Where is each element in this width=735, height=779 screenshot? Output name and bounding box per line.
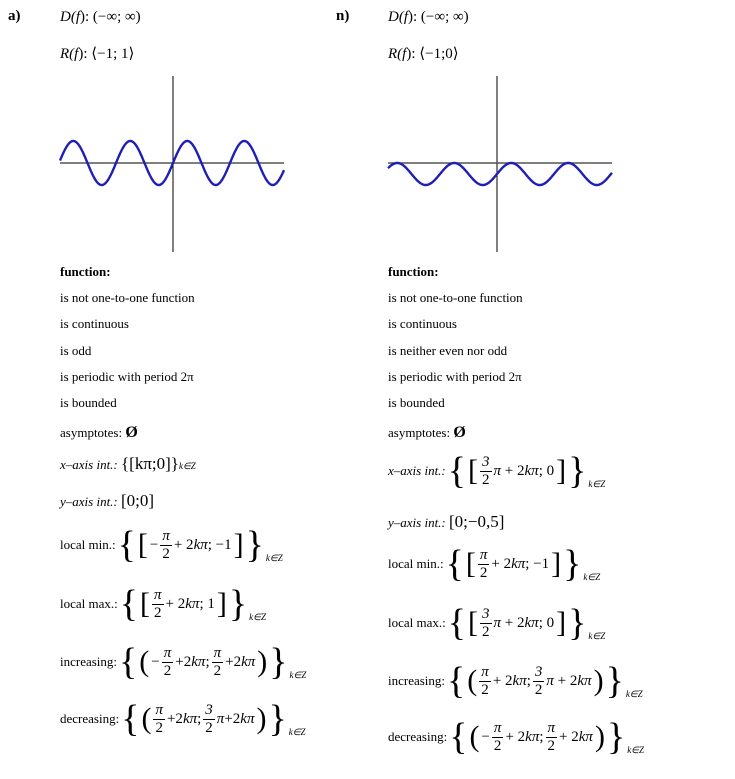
asymptotes: asymptotes: Ø	[388, 424, 466, 441]
y-intercept: y–axis int.: [0;0]	[60, 491, 155, 510]
range-a: R(f): ⟨−1; 1⟩	[60, 46, 135, 62]
local-min: local min.: { [ − $\frac{\pi}{2}$ + 2kπ; −1 ] } k∈Z	[60, 524, 283, 566]
property-item: is bounded	[388, 395, 445, 410]
property-item: is neither even nor odd	[388, 343, 508, 358]
property-item: is not one-to-one function	[388, 290, 523, 305]
local-max: local max.: { [ $\frac{\pi}{2}$ + 2kπ; 1 ] } k∈Z	[60, 583, 266, 625]
function-heading: function:	[388, 264, 439, 279]
domain-n: D(f): (−∞; ∞)	[388, 9, 469, 25]
property-item: is bounded	[60, 395, 117, 410]
y-int-value: [0;0]	[121, 491, 155, 510]
property-item: is continuous	[60, 316, 129, 331]
increasing: increasing: { ( − $\frac{\pi}{2}$ +2kπ; $\frac{\pi}{2}$ +2kπ ) } k∈Z	[60, 641, 307, 683]
asymptotes: asymptotes: Ø	[60, 424, 138, 441]
local-max: local max.: { [ $\frac{3}{2}$ π + 2kπ; 0 ] } k∈Z	[388, 602, 606, 644]
decreasing: decreasing: { ( $\frac{\pi}{2}$ +2kπ; $\frac{3}{2}$ π+2kπ ) } k∈Z	[60, 698, 306, 740]
domain-a: D(f): (−∞; ∞)	[60, 9, 141, 25]
shifted-sine-curve	[388, 163, 612, 185]
part-a-label: a)	[8, 8, 21, 24]
graph-n	[386, 74, 614, 254]
decreasing: decreasing: { ( − $\frac{\pi}{2}$ + 2kπ; $\frac{\pi}{2}$ + 2kπ ) } k∈Z	[388, 716, 645, 758]
y-int-value: [0;−0,5]	[449, 512, 505, 531]
property-item: is odd	[60, 343, 92, 358]
x-intercepts: x–axis int.: {[kπ;0]}k∈Z	[60, 454, 196, 473]
local-min: local min.: { [ $\frac{\pi}{2}$ + 2kπ; −1 ] } k∈Z	[388, 543, 601, 585]
y-intercept: y–axis int.: [0;−0,5]	[388, 512, 505, 531]
part-n	[328, 0, 668, 779]
property-item: is not one-to-one function	[60, 290, 195, 305]
property-item: is continuous	[388, 316, 457, 331]
range-n: R(f): ⟨−1;0⟩	[388, 46, 459, 62]
part-n-label: n)	[336, 8, 350, 24]
property-item: is periodic with period 2π	[388, 369, 522, 384]
x-int-value: {[kπ;0]}	[121, 454, 179, 473]
graph-a	[58, 74, 286, 254]
property-item: is periodic with period 2π	[60, 369, 194, 384]
function-heading: function:	[60, 264, 111, 279]
part-a	[0, 0, 340, 779]
x-intercepts: x–axis int.: { [ $\frac{3}{2}$ π + 2kπ; 0 ] } k∈Z	[388, 450, 606, 492]
increasing: increasing: { ( $\frac{\pi}{2}$ + 2kπ; $\frac{3}{2}$ π + 2kπ ) } k∈Z	[388, 660, 643, 702]
